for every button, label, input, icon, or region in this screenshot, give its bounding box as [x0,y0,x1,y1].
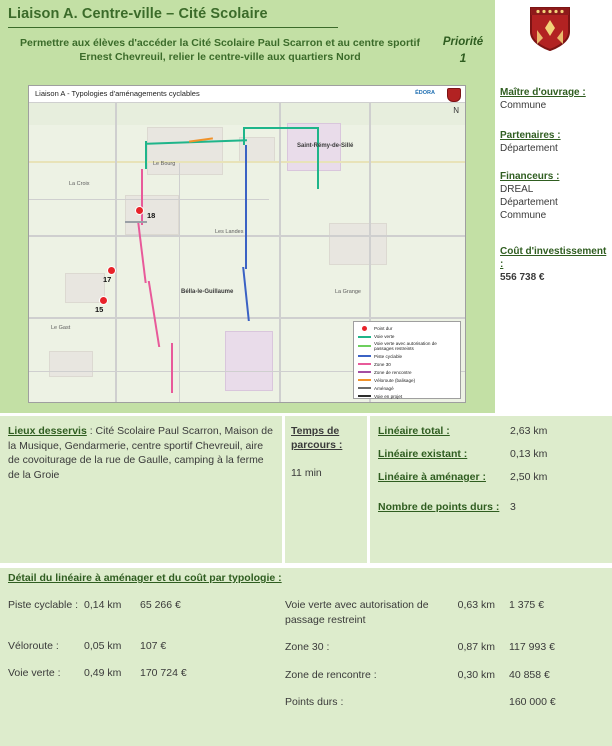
legend-item [358,392,456,399]
typology-length: 0,49 km [84,667,122,679]
typology-cost: 160 000 € [509,696,556,708]
info-value: Département [500,143,558,154]
map-road [29,235,466,237]
linear-label: Linéaire existant : [378,448,468,460]
priority-value: 1 [459,51,467,65]
map-urban-area [49,351,93,377]
services-box [0,416,282,563]
linear-label: Linéaire à aménager : [378,471,486,483]
legend-label: Zone de rencontre [374,369,412,375]
row-spacer [8,653,278,666]
linear-value: 3 [510,501,516,513]
legend-item [358,325,456,332]
table-row [285,640,605,655]
map-logo-text: ÉDORA [415,90,435,96]
typology-length: 0,14 km [84,599,122,611]
typology-name: Voie verte : [8,667,61,679]
map-urban-area [329,223,387,265]
typology-name: Zone de rencontre : [285,668,377,681]
typology-length: 0,05 km [84,639,122,652]
typology-cost: 1 375 € [509,599,545,611]
map-route-voie-verte [243,127,319,129]
info-value: Département [500,197,558,208]
typology-length: 0,63 km [457,599,495,611]
typology-length: 0,87 km [457,641,495,653]
map-place-label: La Croix [69,181,90,187]
map-title: Liaison A - Typologies d'aménagements cyclables [35,89,200,98]
linear-label: Linéaire total : [378,425,450,437]
services-label: Lieux desservis [8,425,87,437]
map-place-label: La Grange [335,289,361,295]
detail-title: Détail du linéaire à aménager et du coût par typologie : [8,572,282,584]
map-patch [29,103,466,125]
linear-row [378,500,604,514]
legend-line-icon [358,363,371,365]
legend-label: Voie verte avec autorisation de passages restreints [374,341,437,352]
map-point-dur-label: 18 [147,211,156,220]
map-route-amenage [125,221,147,223]
travel-time-value: 11 min [291,467,322,479]
map-crest-icon [447,88,461,102]
typology-cost: 40 858 € [509,668,550,681]
legend-item [358,341,456,352]
map-point-dur[interactable] [99,296,108,305]
map-route-zone30 [141,169,143,225]
linear-value: 0,13 km [510,448,548,460]
legend-label: Zone 30 [374,361,391,367]
detail-table-left [8,598,278,681]
travel-time-box [285,416,367,563]
table-row [8,639,278,654]
table-row [285,668,605,683]
map-point-dur[interactable] [107,266,116,275]
info-value: 556 738 € [500,272,545,283]
table-row [8,598,278,613]
row-spacer [285,682,605,695]
legend-line-icon [358,355,371,357]
map-point-dur-label: 17 [103,275,112,284]
map-route-zone30 [171,343,173,393]
table-row [8,666,278,681]
legend-label: Point dur [374,326,393,332]
legend-label: Aménagé [374,385,394,391]
map-place-label: Les Landes [215,229,244,235]
map-place-label: Le Bourg [153,161,176,167]
services-value: : Cité Scolaire Paul Scarron, Maison de la Musique, Gendarmerie, centre sportif Chevreuil, aire de covoiturage de la rue de Gaulle, camping à la ferme de la Groie [8,425,273,481]
info-value: Commune [500,100,547,111]
map-place-label: Le Gast [51,325,71,331]
map-point-dur[interactable] [135,206,144,215]
map-route-piste-cyclable [245,145,247,269]
info-item-maitre-douvrage [500,86,610,112]
typology-name: Voie verte avec autorisation de passage restreint [285,599,429,626]
typology-cost: 117 993 € [509,641,555,653]
legend-label: Piste cyclable [374,353,403,359]
table-row [285,598,605,627]
map-canvas[interactable] [29,103,465,403]
linear-value: 2,50 km [510,471,548,483]
typology-cost: 107 € [140,639,167,652]
row-spacer [8,613,278,626]
legend-label: Voie en projet [374,393,403,399]
blason-commune-icon [529,6,571,52]
info-item-partenaires [500,129,610,155]
linear-summary-box [370,416,612,563]
north-arrow-label: N [453,106,459,115]
legend-label: Véloroute (balisage) [374,377,416,383]
map-place-label: Bélla-le-Guillaume [181,289,234,295]
legend-line-icon [358,371,371,373]
services-text [8,424,274,482]
typology-length: 0,30 km [457,668,495,681]
title-underline [8,27,338,28]
legend-dot-icon [362,326,367,331]
detail-body [0,590,612,746]
priority-label: Priorité [442,36,484,48]
linear-label: Nombre de points durs : [378,501,500,513]
info-value: DREAL [500,184,534,195]
typology-name: Véloroute : [8,639,59,652]
map-route-voie-verte [145,141,147,169]
table-row [285,695,605,710]
legend-item [358,369,456,376]
legend-item [358,385,456,392]
travel-time-label: Temps de parcours : [291,425,343,451]
detail-header [0,568,612,590]
legend-line-icon [358,379,371,381]
map-place-label: Saint-Rémy-de-Sillé [297,143,354,149]
typology-name: Zone 30 : [285,641,330,653]
detail-table-right [285,598,605,710]
legend-item [358,361,456,368]
info-item-cout-investissement [500,245,610,284]
info-label: Maître d'ouvrage : [500,87,586,98]
row-spacer [285,655,605,668]
info-item-financeurs [500,170,610,222]
map-road [279,103,281,403]
typology-cost: 170 724 € [140,667,187,679]
linear-value: 2,63 km [510,425,548,437]
info-label: Partenaires : [500,130,561,141]
info-value: Commune [500,210,547,221]
typology-name: Points durs : [285,696,344,708]
map-figure [28,85,466,403]
map-special-zone [225,331,273,391]
north-arrow-icon [453,107,459,115]
map-road [115,103,117,403]
page-title: Liaison A. Centre-ville – Cité Scolaire [8,6,268,22]
map-urban-area [147,127,223,175]
row-spacer [8,626,278,639]
info-label: Financeurs : [500,171,560,182]
legend-label: Voie verte [374,334,395,340]
map-point-dur-label: 15 [95,305,104,314]
linear-row [378,447,604,461]
map-road [29,161,466,163]
info-label: Coût d'investissement : [500,246,607,270]
typology-cost: 65 266 € [140,599,181,611]
legend-item [358,333,456,340]
legend-line-icon [358,395,371,397]
linear-row [378,424,604,438]
typology-name: Piste cyclable : [8,599,79,611]
linear-row [378,470,604,484]
legend-item [358,377,456,384]
row-spacer [285,627,605,640]
map-title-bar [29,86,465,103]
legend-item [358,353,456,360]
legend-line-icon [358,345,371,347]
legend-line-icon [358,336,371,338]
objective-text: Permettre aux élèves d'accéder la Cité Scolaire Paul Scarron et au centre sportif Ernest Chevreuil, relier le centre-ville aux quartiers Nord [20,37,420,63]
map-route-voie-verte [317,127,319,189]
map-road [29,199,269,200]
map-legend [353,321,461,399]
map-route-voie-verte [243,127,245,145]
legend-line-icon [358,387,371,389]
